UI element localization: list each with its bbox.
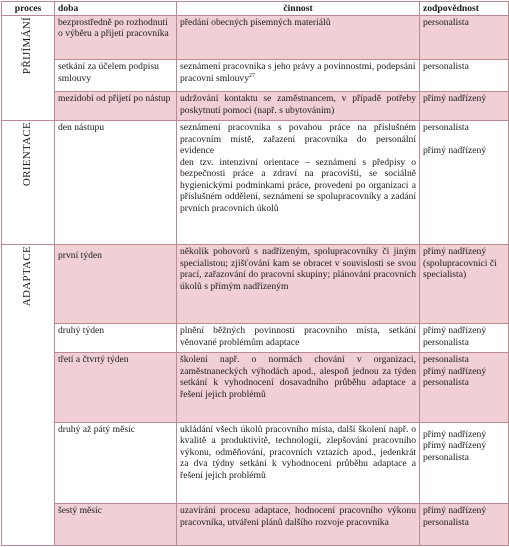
zodpovednost-cell: přímý nadřízený (spolupracovníci či specialista) (420, 245, 509, 324)
cinnost-cell: uzavírání procesu adaptace, hodnocení pracovního výkonu pracovníka, utváření plánů dalšího rozvoje pracovníka (177, 504, 420, 546)
table-row (2, 353, 509, 422)
section-name: PŘIJÍMÁNÍ (21, 16, 34, 74)
section-label-prijimani (2, 15, 55, 121)
doba-text: první týden (58, 250, 102, 262)
header-cinnost: činnost (177, 2, 420, 16)
doba-cell: mezidobí od přijetí po nástup (55, 92, 177, 121)
section-label-orientace (2, 121, 55, 245)
zodpovednost-cell: personalista (420, 60, 509, 92)
cinnost-cell: udržování kontaktu se zaměstnancem, v případě potřeby poskytnutí pomoci (např. s ubytováním) (177, 92, 420, 121)
table-row (2, 245, 509, 324)
table-row (2, 15, 509, 60)
header-proces: proces (2, 2, 55, 16)
zodpovednost-text: personalista (423, 336, 469, 348)
zodpovednost-cell: přímý nadřízený (420, 92, 509, 121)
zodpovednost-cell (420, 324, 509, 353)
zodpovednost-text: personalista (423, 451, 469, 463)
section-name: ORIENTACE (21, 122, 34, 187)
header-zodpovednost: zodpovědnost (420, 2, 509, 16)
footnote-ref: 27 (249, 72, 256, 79)
zodpovednost-cell (420, 353, 509, 422)
table-row (2, 422, 509, 504)
zodpovednost-text: přímý nadřízený (423, 365, 487, 377)
header-doba: doba (55, 2, 177, 16)
zodpovednost-text: přímý nadřízený (423, 325, 487, 337)
doba-cell: bezprostředně po rozhodnutí o výběru a přijetí pracovníka (55, 15, 177, 60)
section-name: ADAPTACE (21, 246, 34, 307)
cinnost-cell: školení např. o normách chování v organizaci, zaměstnaneckých výhodách apod., alespoň jednou za týden setkání k vyhodnocení dosavadního průběhu adaptace a řešení jejich problémů (177, 353, 420, 422)
doba-cell: třetí a čtvrtý týden (55, 353, 177, 422)
zodpovednost-cell (420, 121, 509, 245)
cinnost-text: seznámení pracovníka s jeho právy a povinnostmi, podepsání pracovní smlouvy (180, 61, 416, 84)
zodpovednost-text: přímý nadřízený (423, 440, 487, 452)
adaptation-plan-table (1, 1, 509, 546)
table-row (2, 324, 509, 353)
doba-cell: setkání za účelem podpisu smlouvy (55, 60, 177, 92)
zodpovednost-text: personalista (423, 516, 469, 528)
cinnost-cell: předání obecných písemných materiálů (177, 15, 420, 60)
zodpovednost-text: přímý nadřízený (423, 505, 487, 517)
cinnost-cell: ukládání všech úkolů pracovního místa, další školení např. o kvalitě a produktivitě, technologii, zlepšování pracovního výkonu, odměňování, pracovních vztazích apod., jedenkrát za dva týdny setkání k vyhodnocení průběhu adaptace a řešení jejich problémů (177, 422, 420, 504)
zodpovednost-cell: personalista (420, 15, 509, 60)
table-row (2, 60, 509, 92)
zodpovednost-cell (420, 422, 509, 504)
cinnost-cell (177, 60, 420, 92)
table-row (2, 121, 509, 245)
zodpovednost-text: personalista (423, 377, 469, 389)
doba-cell (55, 245, 177, 324)
doba-cell: šestý měsíc (55, 504, 177, 546)
zodpovednost-text: přímý nadřízený (423, 428, 487, 440)
section-label-adaptace (2, 245, 55, 546)
doba-cell: druhý až pátý měsíc (55, 422, 177, 504)
cinnost-cell: několik pohovorů s nadřízeným, spolupracovníky či jiným specialistou; zjišťování kam se obracet v souvislosti se svou prací, zařazování do pracovní skupiny; plánování pracovních úkolů s přímým nadřízeným (177, 245, 420, 324)
table-header-row (2, 2, 509, 16)
cinnost-text: den tzv. intenzivní orientace – seznámení s předpisy o bezpečnosti práce a zdraví na pracovišti, se sociálně hygienickými podmínkami práce, provedení po organizaci a příslušném oddělení, seznámení se spolupracovníky a zadání prvních pracovních úkolů (180, 156, 416, 214)
zodpovednost-text: přímý nadřízený (423, 144, 487, 156)
doba-cell: druhý týden (55, 324, 177, 353)
doba-cell: den nástupu (55, 121, 177, 245)
table-row (2, 504, 509, 546)
cinnost-cell (177, 121, 420, 245)
zodpovednost-text: personalista (423, 354, 469, 366)
zodpovednost-cell (420, 504, 509, 546)
cinnost-text: seznámení pracovníka s povahou práce na příslušném pracovním místě, zařazení pracovníka do personální evidence (180, 122, 416, 157)
table-row (2, 92, 509, 121)
zodpovednost-text: personalista (423, 122, 469, 134)
cinnost-cell: plnění běžných povinností pracovního místa, setkání věnované problémům adaptace (177, 324, 420, 353)
